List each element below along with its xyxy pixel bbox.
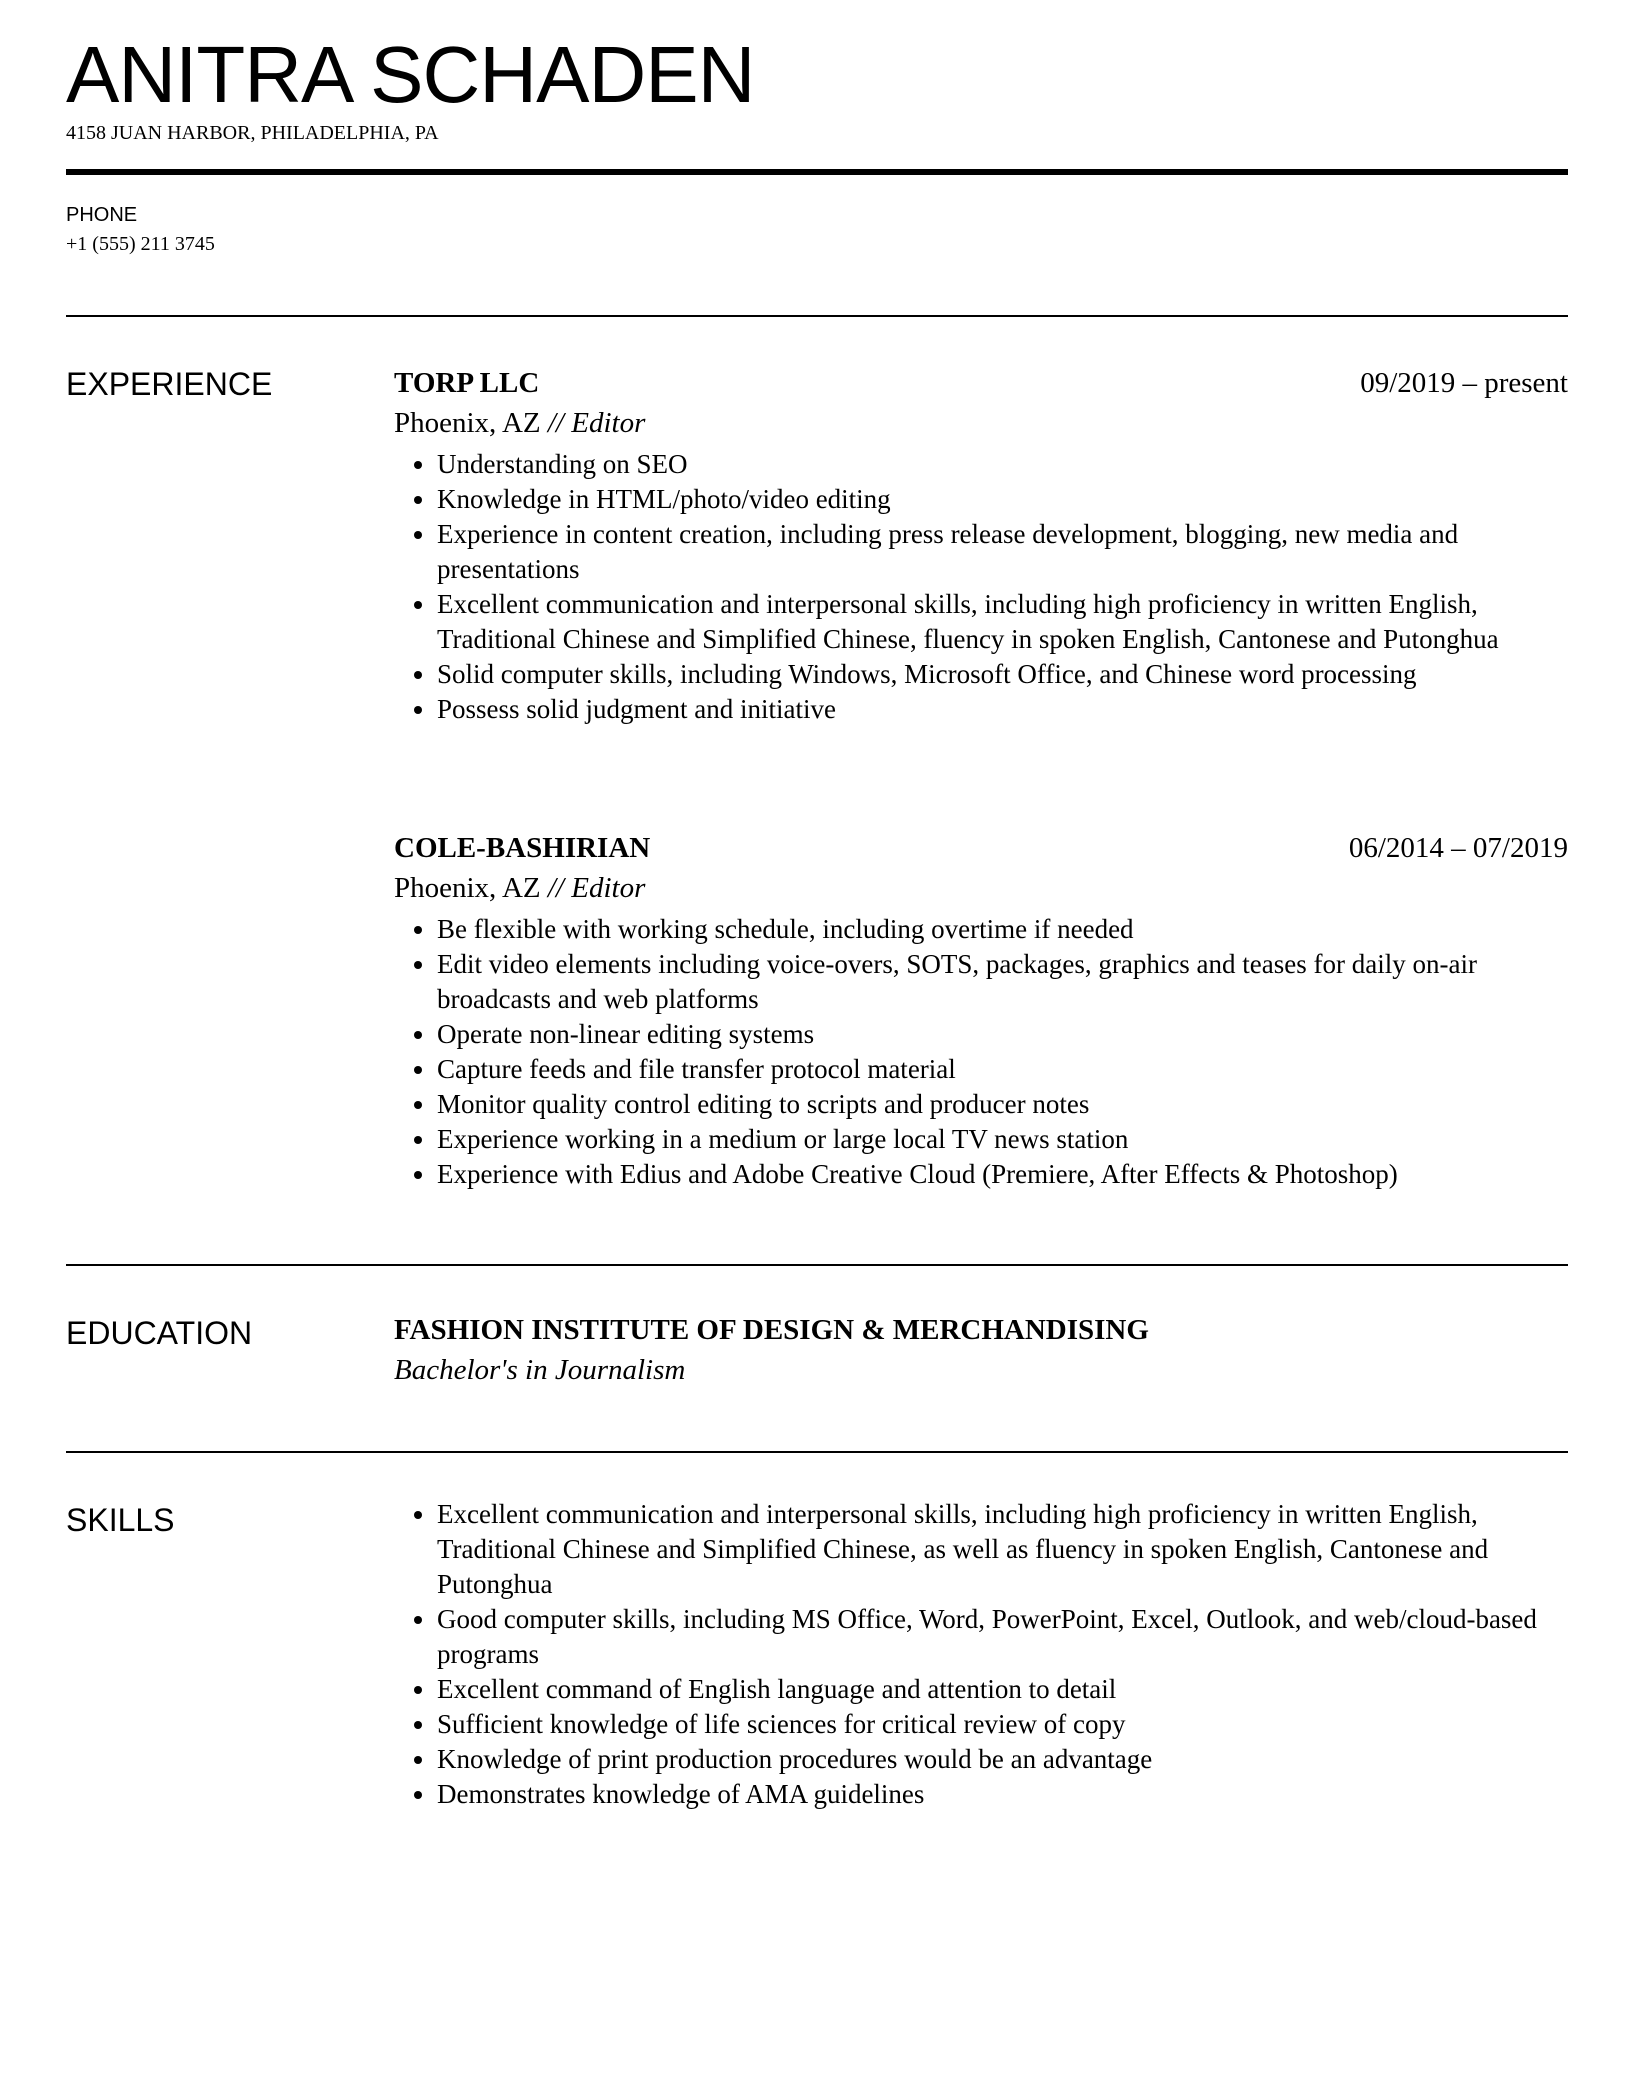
list-item: • Experience with Edius and Adobe Creative Cloud (Premiere, After Effects & Photoshop): [437, 1157, 1568, 1192]
list-item: • Experience in content creation, including press release development, blogging, new media and presentations: [437, 517, 1568, 587]
list-item: • Excellent communication and interpersonal skills, including high proficiency in written English, Traditional Chinese and Simplified Chinese, fluency in spoken English, Cantonese and Putonghua: [437, 587, 1568, 657]
job-role: Editor: [571, 407, 646, 439]
list-item: • Excellent communication and interpersonal skills, including high proficiency in written English, Traditional Chinese and Simplified Chinese, as well as fluency in spoken English, Cantonese and Putonghua: [437, 1497, 1568, 1602]
company-name: COLE-BASHIRIAN: [394, 832, 651, 864]
school-name: FASHION INSTITUTE OF DESIGN & MERCHANDISING: [394, 1314, 1149, 1346]
list-item: • Demonstrates knowledge of AMA guidelines: [437, 1777, 1568, 1812]
candidate-name: ANITRA SCHADEN: [66, 30, 755, 119]
list-item: • Good computer skills, including MS Office, Word, PowerPoint, Excel, Outlook, and web/cloud-based programs: [437, 1602, 1568, 1672]
job-bullets: [394, 912, 1568, 1192]
job-location-role: [394, 403, 1568, 443]
list-item: • Knowledge in HTML/photo/video editing: [437, 482, 1568, 517]
phone-number: +1 (555) 211 3745: [66, 233, 215, 255]
candidate-address: 4158 JUAN HARBOR, PHILADELPHIA, PA: [66, 122, 439, 144]
list-item: • Edit video elements including voice-overs, SOTS, packages, graphics and teases for daily on-air broadcasts and web platforms: [437, 947, 1568, 1017]
list-item: • Solid computer skills, including Windows, Microsoft Office, and Chinese word processing: [437, 657, 1568, 692]
section-divider: [66, 315, 1568, 317]
degree: Bachelor's in Journalism: [394, 1354, 686, 1386]
skills-list-block: [394, 1497, 1568, 1812]
job-location-role: [394, 868, 1568, 908]
list-item: • Possess solid judgment and initiative: [437, 692, 1568, 727]
education-heading: EDUCATION: [66, 1315, 253, 1351]
list-item: • Knowledge of print production procedures would be an advantage: [437, 1742, 1568, 1777]
job-location: Phoenix, AZ: [394, 872, 541, 904]
list-item: • Understanding on SEO: [437, 447, 1568, 482]
skills-heading: SKILLS: [66, 1502, 175, 1538]
list-item: • Be flexible with working schedule, including overtime if needed: [437, 912, 1568, 947]
section-divider: [66, 1264, 1568, 1266]
experience-job: [394, 828, 1568, 1192]
job-role: Editor: [571, 872, 646, 904]
list-item: • Experience working in a medium or large local TV news station: [437, 1122, 1568, 1157]
list-item: • Capture feeds and file transfer protocol material: [437, 1052, 1568, 1087]
role-separator: //: [540, 872, 572, 904]
experience-job: [394, 363, 1568, 727]
job-dates: 09/2019 – present: [1360, 367, 1568, 399]
job-location: Phoenix, AZ: [394, 407, 541, 439]
list-item: • Excellent command of English language and attention to detail: [437, 1672, 1568, 1707]
job-dates: 06/2014 – 07/2019: [1348, 832, 1568, 864]
company-name: TORP LLC: [394, 367, 540, 399]
section-divider: [66, 1451, 1568, 1453]
job-header: [394, 828, 1568, 868]
list-item: • Operate non-linear editing systems: [437, 1017, 1568, 1052]
list-item: • Sufficient knowledge of life sciences for critical review of copy: [437, 1707, 1568, 1742]
list-item: • Monitor quality control editing to scripts and producer notes: [437, 1087, 1568, 1122]
phone-label: PHONE: [66, 204, 138, 226]
skills-list: [394, 1497, 1568, 1812]
role-separator: //: [540, 407, 572, 439]
education-entry: [394, 1310, 1568, 1390]
header-divider: [66, 169, 1568, 175]
job-header: [394, 363, 1568, 403]
job-bullets: [394, 447, 1568, 727]
experience-heading: EXPERIENCE: [66, 366, 273, 402]
